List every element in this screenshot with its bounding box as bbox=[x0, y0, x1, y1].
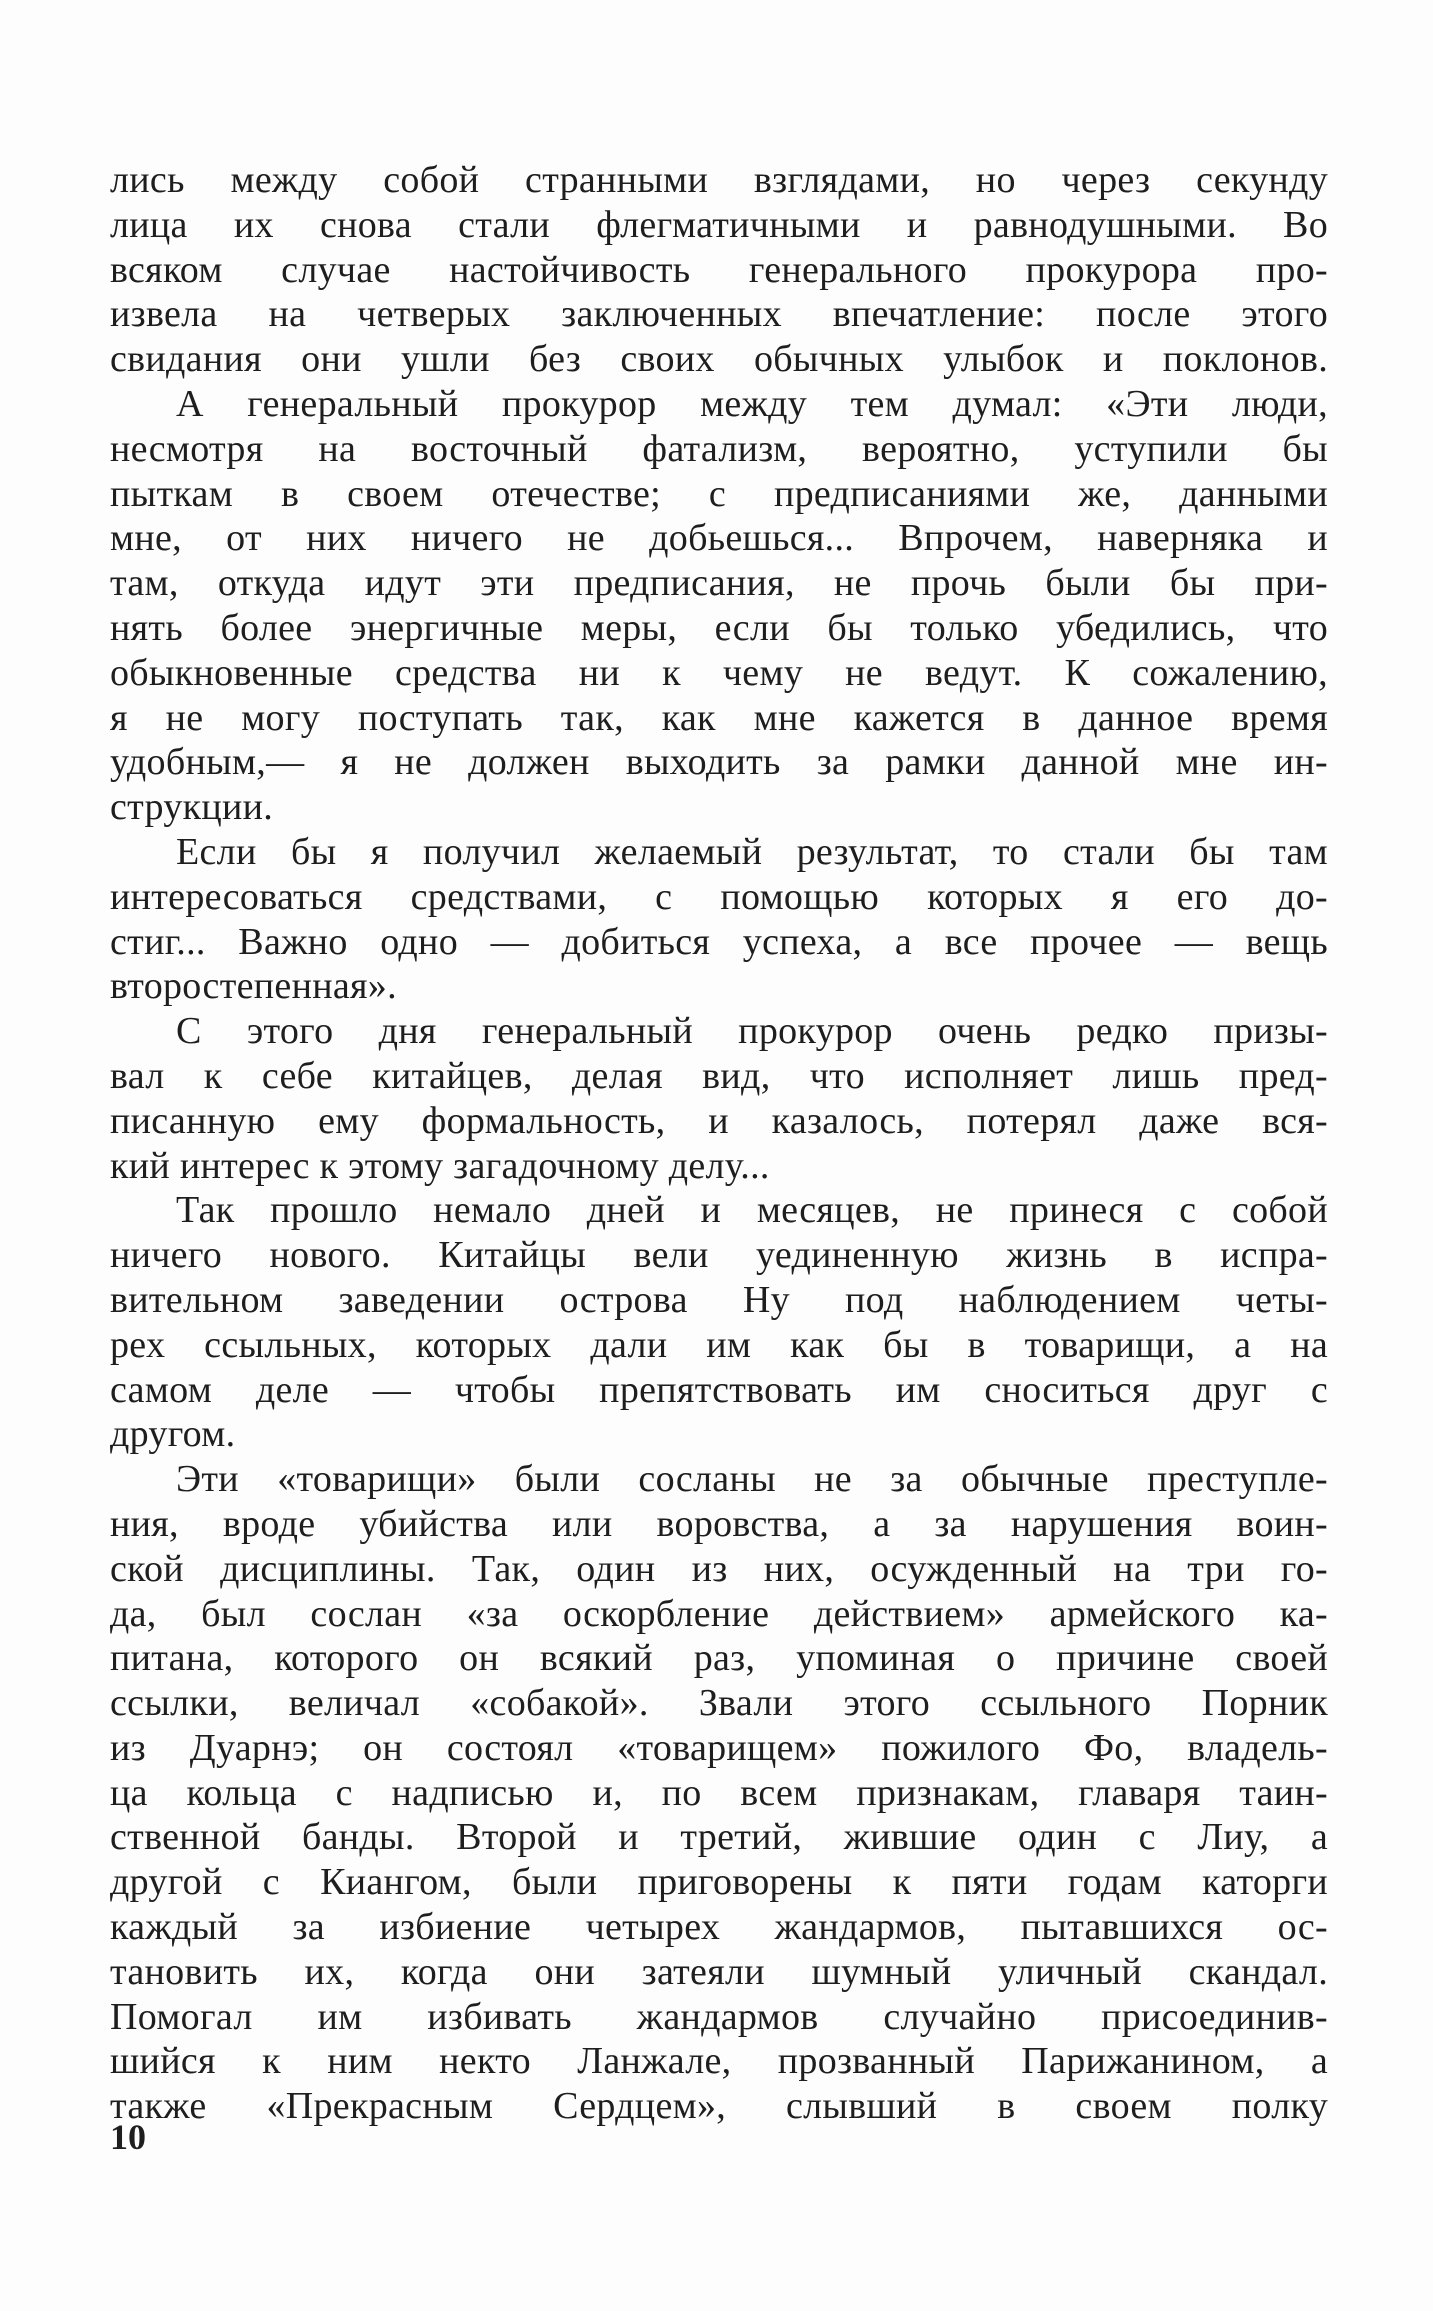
body-text bbox=[110, 158, 1328, 2129]
text-line: кий интерес к этому загадочному делу... bbox=[110, 1144, 770, 1187]
text-line: Если бы я получил желаемый результат, то стали бы там bbox=[176, 830, 1328, 873]
text-line: я не могу поступать так, как мне кажется в данное время bbox=[110, 696, 1328, 739]
text-line: несмотря на восточный фатализм, вероятно, уступили бы bbox=[110, 427, 1328, 470]
text-line: там, откуда идут эти предписания, не прочь были бы при- bbox=[110, 562, 1328, 605]
text-line: другой с Киангом, были приговорены к пяти годам каторги bbox=[110, 1861, 1328, 1904]
text-line: струкции. bbox=[110, 786, 274, 829]
text-line: вал к себе китайцев, делая вид, что исполняет лишь пред- bbox=[110, 1054, 1328, 1097]
text-line: А генеральный прокурор между тем думал: «Эти люди, bbox=[176, 382, 1328, 425]
text-line: лись между собой странными взглядами, но через секунду bbox=[110, 159, 1328, 201]
text-line: второстепенная». bbox=[110, 965, 397, 1008]
text-line: каждый за избиение четырех жандармов, пытавшихся ос- bbox=[110, 1906, 1328, 1949]
text-line: лица их снова стали флегматичными и равнодушными. Во bbox=[110, 203, 1328, 246]
text-line: вительном заведении острова Ну под наблюдением четы- bbox=[110, 1278, 1328, 1321]
text-line: ской дисциплины. Так, один из них, осужденный на три го- bbox=[110, 1547, 1328, 1590]
text-line: ссылки, величал «собакой». Звали этого ссыльного Порник bbox=[110, 1682, 1328, 1725]
text-line: ственной банды. Второй и третий, жившие один с Лиу, а bbox=[110, 1816, 1328, 1859]
text-line: мне, от них ничего не добьешься... Впрочем, наверняка и bbox=[110, 517, 1328, 560]
text-line: нять более энергичные меры, если бы только убедились, что bbox=[110, 606, 1328, 649]
text-line: рех ссыльных, которых дали им как бы в товарищи, а на bbox=[110, 1323, 1328, 1366]
text-line: Помогал им избивать жандармов случайно присоединив- bbox=[110, 1995, 1328, 2038]
text-line: писанную ему формальность, и казалось, потерял даже вся- bbox=[110, 1099, 1328, 1142]
text-line: свидания они ушли без своих обычных улыбок и поклонов. bbox=[110, 338, 1328, 381]
text-line: да, был сослан «за оскорбление действием» армейского ка- bbox=[110, 1592, 1328, 1635]
text-line: из Дуарнэ; он состоял «товарищем» пожилого Фо, владель- bbox=[110, 1726, 1328, 1769]
text-line: пыткам в своем отечестве; с предписаниями же, данными bbox=[110, 472, 1328, 515]
text-line: интересоваться средствами, с помощью которых я его до- bbox=[110, 875, 1328, 918]
text-line: стиг... Важно одно — добиться успеха, а все прочее — вещь bbox=[110, 920, 1328, 963]
text-line: ничего нового. Китайцы вели уединенную жизнь в испра- bbox=[110, 1234, 1328, 1277]
text-line: С этого дня генеральный прокурор очень редко призы- bbox=[176, 1010, 1328, 1053]
text-line: ца кольца с надписью и, по всем признакам, главаря таин- bbox=[110, 1771, 1328, 1814]
text-line: также «Прекрасным Сердцем», слывший в своем полку bbox=[110, 2085, 1328, 2128]
text-line: ния, вроде убийства или воровства, а за нарушения воин- bbox=[110, 1502, 1328, 1545]
text-line: обыкновенные средства ни к чему не ведут. К сожалению, bbox=[110, 651, 1328, 694]
text-line: Так прошло немало дней и месяцев, не принеся с собой bbox=[176, 1189, 1328, 1232]
text-line: тановить их, когда они затеяли шумный уличный скандал. bbox=[110, 1950, 1328, 1993]
text-line: шийся к ним некто Ланжале, прозванный Парижанином, а bbox=[110, 2040, 1328, 2083]
text-line: питана, которого он всякий раз, упоминая о причине своей bbox=[110, 1637, 1328, 1680]
text-line: всяком случае настойчивость генерального прокурора про- bbox=[110, 248, 1328, 291]
page-number: 10 bbox=[110, 2117, 146, 2157]
text-line: другом. bbox=[110, 1413, 236, 1456]
text-line: извела на четверых заключенных впечатление: после этого bbox=[110, 293, 1328, 336]
text-line: удобным,— я не должен выходить за рамки данной мне ин- bbox=[110, 741, 1328, 784]
text-line: Эти «товарищи» были сосланы не за обычные преступле- bbox=[176, 1458, 1328, 1501]
text-line: самом деле — чтобы препятствовать им сноситься друг с bbox=[110, 1368, 1328, 1411]
